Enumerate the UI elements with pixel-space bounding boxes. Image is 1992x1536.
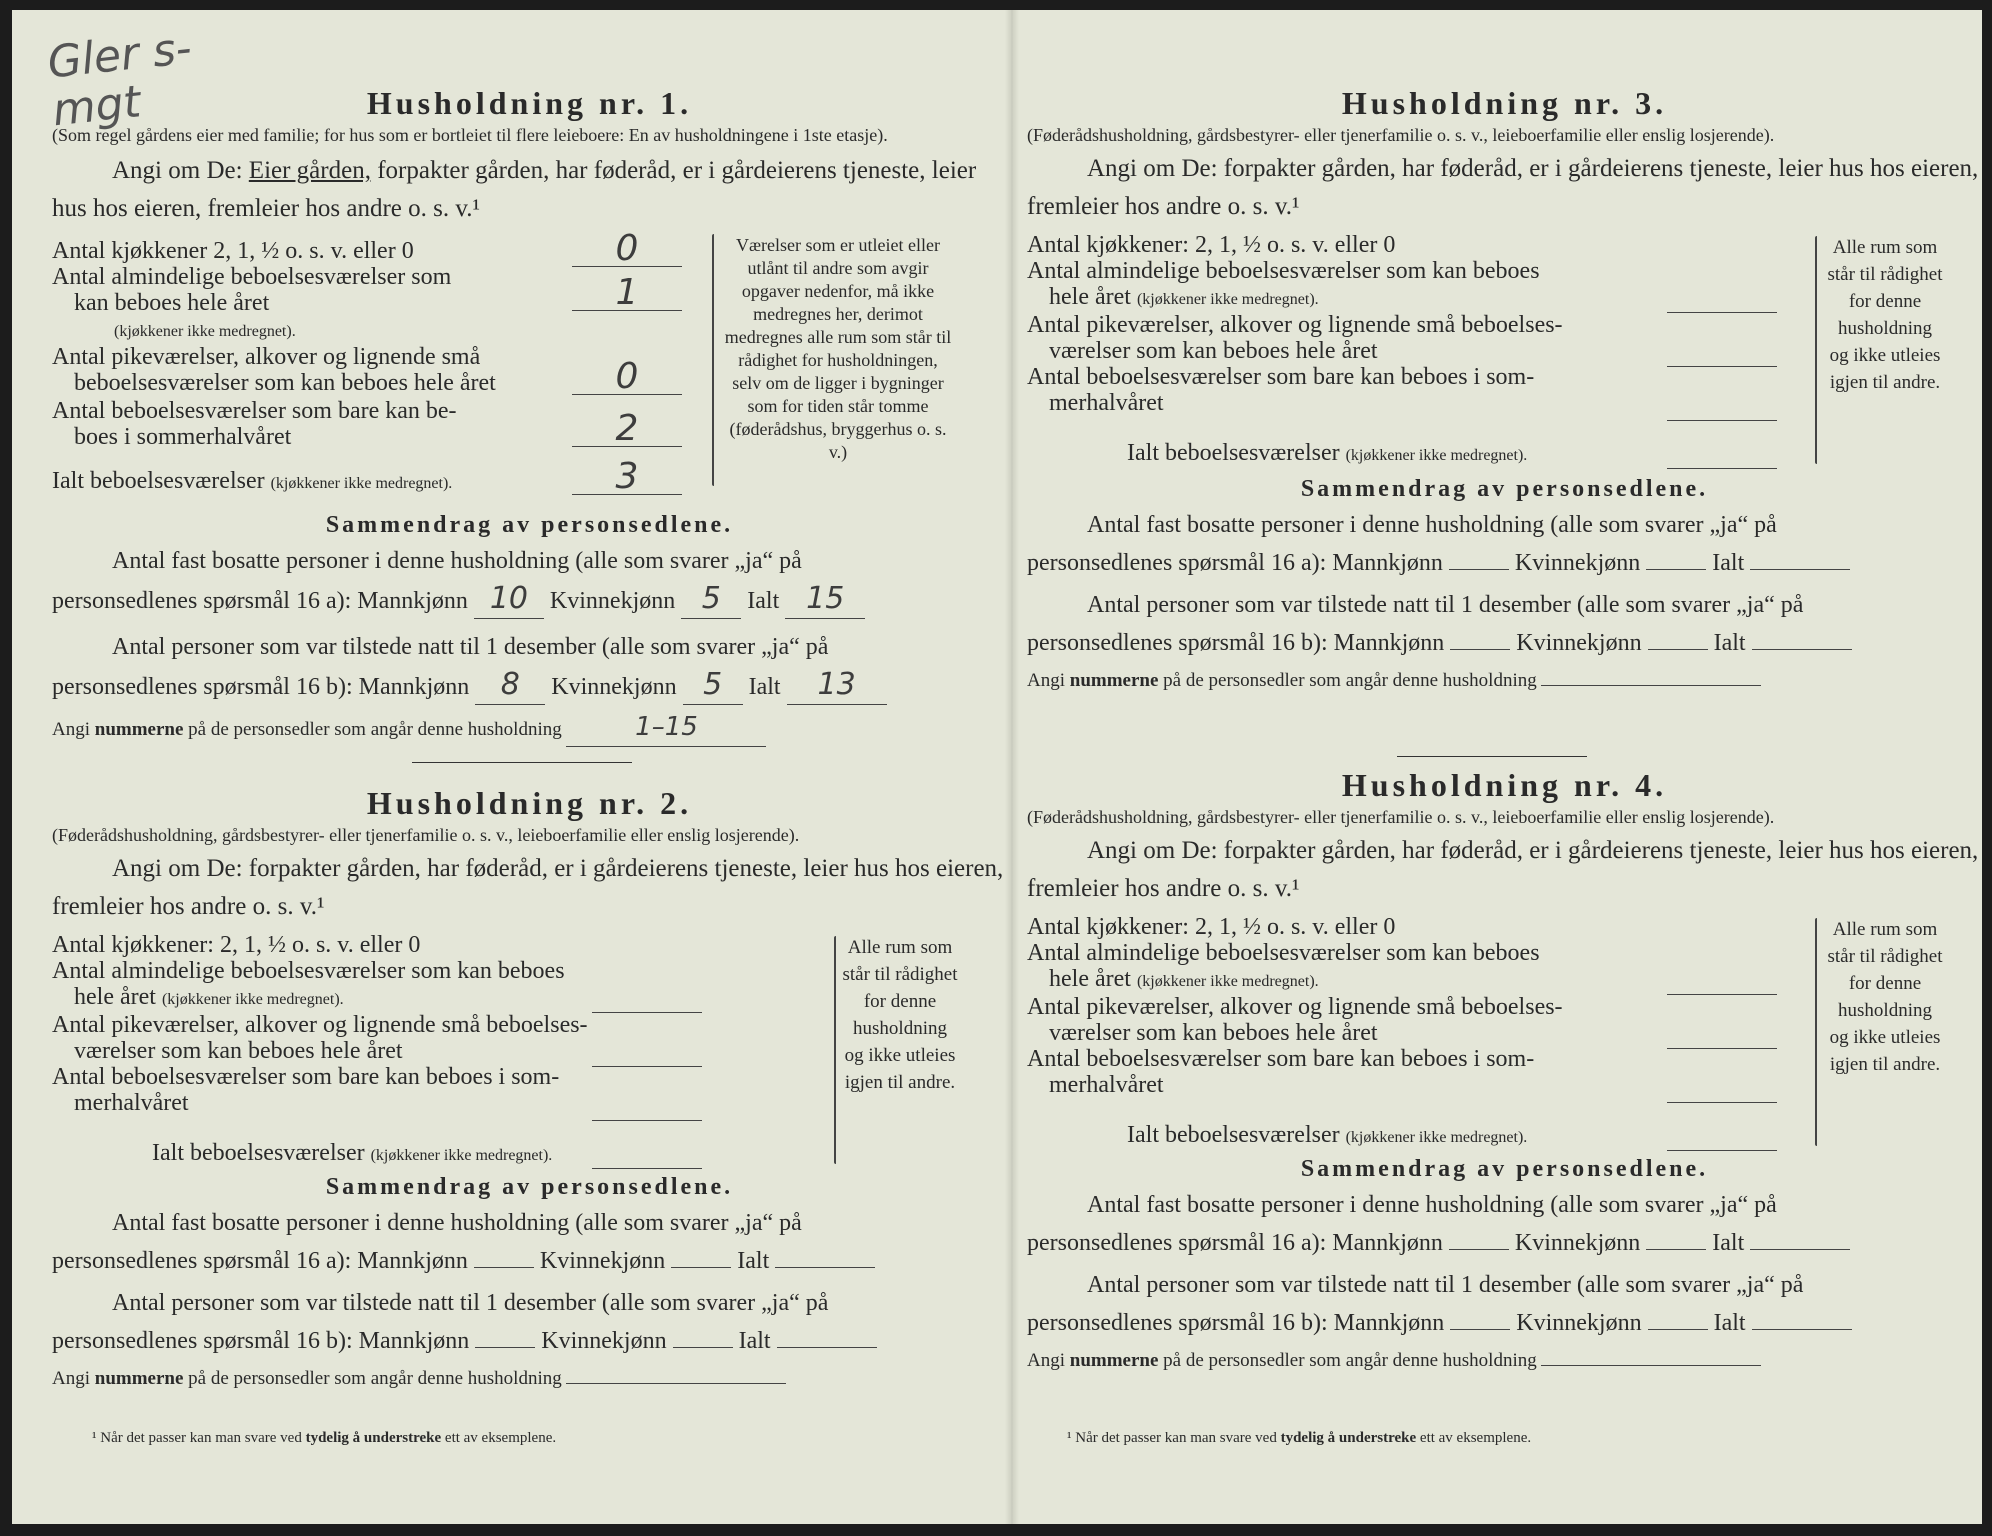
household-2: Husholdning nr. 2. (Føderådshusholdning, gårdsbestyrer- eller tjenerfamilie o. s. v., leieboerfamilie eller enslig losjerende). Angi om De: forpakter gården, har føderåd, er i gårdeierens tjeneste, leier hus hos eieren, fremleier hos andre o. s. v.¹ Antal kjøkkener: 2, 1, ½ o. s. v. eller 0 Antal almindelige beboelsesværelser som kan beboes hele året (kjøkkener ikke medregnet). Antal pikeværelser, alkover og lignende små beboelses- værelser som kan beboes hele året Antal beboelsesværelser som bare kan beboes i som- merhalvåret Ialt beboelsesværelser (kjøkkener ikke medregnet). Alle rum som står til rådighet for denne husholdning og ikke utleies igjen til andre. Sammendrag av personsedlene. Antal fast bosatte personer i denne husholdning (alle som svarer „ja“ på personsedlenes spørsmål 16 a): Mannkjønn Kvinnekjønn Ialt Antal personer som var tilstede natt til 1 desember (alle som svarer „ja“ på personsedlenes spørsmål 16 b): Mannkjønn Kvinnekjønn Ialt Angi nummerne på de personsedler som angår denne husholdning [52, 782, 1007, 1398]
right-page [1027, 10, 1982, 1524]
maid-rooms-label-b: beboelsesværelser som kan beboes hele året [74, 370, 496, 396]
kitchens-value: 0 [572, 232, 682, 267]
left-page [52, 10, 1007, 1524]
summer-rooms-label-a: Antal beboelsesværelser som bare kan be- [52, 398, 457, 424]
household-4-title: Husholdning nr. 4. [1341, 767, 1668, 803]
rooms-value: 1 [572, 276, 682, 311]
household-1-summary-title: Sammendrag av personsedlene. [325, 512, 734, 538]
household-4-rooms: Antal kjøkkener: 2, 1, ½ o. s. v. eller 0 Antal almindelige beboelsesværelser som kan beboes hele året (kjøkkener ikke medregnet). Antal pikeværelser, alkover og lignende små beboelses- værelser som kan beboes hele året Antal beboelsesværelser som bare kan beboes i som- merhalvåret Ialt beboelsesværelser (kjøkkener ikke medregnet). Alle rum som står til rådighet for denne husholdning og ikke utleies igjen til andre. [1027, 912, 1982, 1150]
household-2-title: Husholdning nr. 2. [366, 785, 693, 821]
handwritten-margin-note: Gler s- mgt [45, 22, 194, 137]
household-2-question: Angi om De: forpakter gården, har føderåd, er i gårdeierens tjeneste, leier hus hos eieren, fremleier hos andre o. s. v.¹ [52, 855, 1004, 920]
rooms-label-c: (kjøkkener ikke medregnet). [114, 323, 296, 340]
household-4: Husholdning nr. 4. (Føderådshusholdning, gårdsbestyrer- eller tjenerfamilie o. s. v., leieboerfamilie eller enslig losjerende). Angi om De: forpakter gården, har føderåd, er i gårdeierens tjeneste, leier hus hos eieren, fremleier hos andre o. s. v.¹ Antal kjøkkener: 2, 1, ½ o. s. v. eller 0 Antal almindelige beboelsesværelser som kan beboes hele året (kjøkkener ikke medregnet). Antal pikeværelser, alkover og lignende små beboelses- værelser som kan beboes hele året Antal beboelsesværelser som bare kan beboes i som- merhalvåret Ialt beboelsesværelser (kjøkkener ikke medregnet). Alle rum som står til rådighet for denne husholdning og ikke utleies igjen til andre. Sammendrag av personsedlene. Antal fast bosatte personer i denne husholdning (alle som svarer „ja“ på personsedlenes spørsmål 16 a): Mannkjønn Kvinnekjønn Ialt Antal personer som var tilstede natt til 1 desember (alle som svarer „ja“ på personsedlenes spørsmål 16 b): Mannkjønn Kvinnekjønn Ialt Angi nummerne på de personsedler som angår denne husholdning [1027, 764, 1982, 1380]
household-4-side-note: Alle rum som står til rådighet for denne husholdning og ikke utleies igjen til andre. [1827, 919, 1943, 1075]
household-1-summary: Antal fast bosatte personer i denne husholdning (alle som svarer „ja“ på personsedlenes spørsmål 16 a): Mannkjønn 10 Kvinnekjønn 5 Ialt 15 Antal personer som var tilstede natt til 1 desember (alle som svarer „ja“ på personsedlenes spørsmål 16 b): Mannkjønn 8 Kvinnekjønn 5 Ialt 13 Angi nummerne på de personsedler som angår denne husholdning 1–15 [52, 542, 1007, 749]
total-rooms-note: (kjøkkener ikke medregnet). [270, 475, 453, 492]
resident-male-value: 10 [474, 580, 544, 619]
present-total-value: 13 [787, 666, 887, 705]
maid-rooms-label-a: Antal pikeværelser, alkover og lignende små [52, 344, 481, 370]
household-2-note: (Føderådshusholdning, gårdsbestyrer- eller tjenerfamilie o. s. v., leieboerfamilie eller enslig losjerende). [52, 825, 800, 845]
summer-rooms-blank [592, 1090, 702, 1121]
census-form-sheet [12, 10, 1982, 1524]
person-numbers-value: 1–15 [566, 708, 766, 747]
total-rooms-blank [592, 1138, 702, 1169]
household-1-question: Angi om De: Eier gården, forpakter gården, har føderåd, er i gårdeierens tjeneste, leier hus hos eieren, fremleier hos andre o. s. v.¹ [52, 157, 977, 222]
household-1-title: Husholdning nr. 1. [366, 85, 693, 121]
summer-rooms-label-b: boes i sommerhalvåret [74, 424, 292, 450]
kitchens-label: Antal kjøkkener 2, 1, ½ o. s. v. eller 0 [52, 238, 414, 264]
section-divider [1397, 756, 1587, 757]
household-3-rooms: Antal kjøkkener: 2, 1, ½ o. s. v. eller 0 Antal almindelige beboelsesværelser som kan beboes hele året (kjøkkener ikke medregnet). Antal pikeværelser, alkover og lignende små beboelses- værelser som kan beboes hele året Antal beboelsesværelser som bare kan beboes i som- merhalvåret Ialt beboelsesværelser (kjøkkener ikke medregnet). Alle rum som står til rådighet for denne husholdning og ikke utleies igjen til andre. [1027, 230, 1982, 468]
household-1-note: (Som regel gårdens eier med familie; for hus som er bortleiet til flere leieboere: En av husholdningene i 1ste etasje). [52, 125, 888, 145]
present-female-value: 5 [683, 666, 743, 705]
page-fold [1005, 10, 1019, 1524]
total-rooms-value: 3 [572, 460, 682, 495]
rooms-label-b: kan beboes hele året [74, 290, 270, 316]
household-3: Husholdning nr. 3. (Føderådshusholdning, gårdsbestyrer- eller tjenerfamilie o. s. v., leieboerfamilie eller enslig losjerende). Angi om De: forpakter gården, har føderåd, er i gårdeierens tjeneste, leier hus hos eieren, fremleier hos andre o. s. v.¹ Antal kjøkkener: 2, 1, ½ o. s. v. eller 0 Antal almindelige beboelsesværelser som kan beboes hele året (kjøkkener ikke medregnet). Antal pikeværelser, alkover og lignende små beboelses- værelser som kan beboes hele året Antal beboelsesværelser som bare kan beboes i som- merhalvåret Ialt beboelsesværelser (kjøkkener ikke medregnet). Alle rum som står til rådighet for denne husholdning og ikke utleies igjen til andre. Sammendrag av personsedlene. Antal fast bosatte personer i denne husholdning (alle som svarer „ja“ på personsedlenes spørsmål 16 a): Mannkjønn Kvinnekjønn Ialt Antal personer som var tilstede natt til 1 desember (alle som svarer „ja“ på personsedlenes spørsmål 16 b): Mannkjønn Kvinnekjønn Ialt Angi nummerne på de personsedler som angår denne husholdning [1027, 82, 1982, 700]
summer-rooms-value: 2 [572, 412, 682, 447]
footnote: ¹ Når det passer kan man svare ved tydelig å understreke ett av eksemplene. [1067, 1430, 1532, 1446]
household-1-underlined-answer: Eier gården, [248, 157, 371, 184]
household-3-title: Husholdning nr. 3. [1341, 85, 1668, 121]
rooms-blank [592, 982, 702, 1013]
maid-rooms-blank [592, 1036, 702, 1067]
total-rooms-label: Ialt beboelsesværelser [52, 468, 265, 494]
footnote: ¹ Når det passer kan man svare ved tydelig å understreke ett av eksemplene. [92, 1430, 557, 1446]
resident-total-value: 15 [785, 580, 865, 619]
side-brace [712, 234, 714, 486]
rooms-label-a: Antal almindelige beboelsesværelser som [52, 264, 452, 290]
household-1-side-note: Værelser som er utleiet eller utlånt til andre som avgir opgaver nedenfor, må ikke medregnes her, derimot medregnes alle rum som står til rådighet for husholdningen, selv om de ligger i bygninger som for tiden står tomme (føderådshus, bryggerhus o. s. v.) [724, 235, 952, 462]
present-male-value: 8 [475, 666, 545, 705]
household-1 [52, 82, 1007, 749]
household-2-rooms: Antal kjøkkener: 2, 1, ½ o. s. v. eller 0 Antal almindelige beboelsesværelser som kan beboes hele året (kjøkkener ikke medregnet). Antal pikeværelser, alkover og lignende små beboelses- værelser som kan beboes hele året Antal beboelsesværelser som bare kan beboes i som- merhalvåret Ialt beboelsesværelser (kjøkkener ikke medregnet). Alle rum som står til rådighet for denne husholdning og ikke utleies igjen til andre. [52, 930, 1007, 1168]
maid-rooms-value: 0 [572, 360, 682, 395]
household-3-side-note: Alle rum som står til rådighet for denne husholdning og ikke utleies igjen til andre. [1827, 237, 1943, 393]
household-2-side-note: Alle rum som står til rådighet for denne husholdning og ikke utleies igjen til andre. [842, 937, 958, 1093]
household-1-rooms [52, 228, 1007, 504]
section-divider [412, 762, 632, 763]
resident-female-value: 5 [681, 580, 741, 619]
